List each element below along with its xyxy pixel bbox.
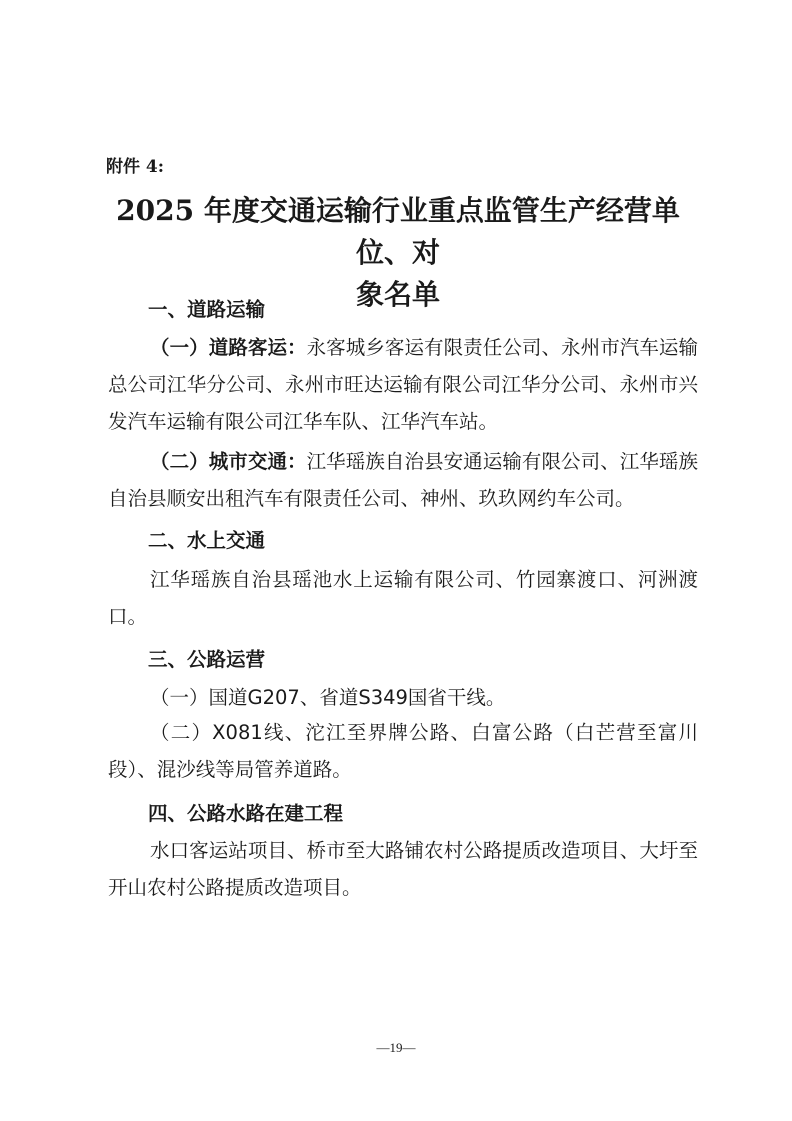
- text-urban-transport: 江华瑶族自治县安通运输有限公司、江华瑶族自治县顺安出租汽车有限责任公司、神州、玖玖网约车公司。: [108, 450, 698, 510]
- page-number: —19—: [376, 1040, 416, 1055]
- text-road-passenger: 永客城乡客运有限责任公司、永州市汽车运输总公司江华分公司、永州市旺达运输有限公司江华分公司、永州市兴发汽车运输有限公司江华车队、江华汽车站。: [108, 336, 698, 433]
- label-urban-transport: （二）城市交通：: [150, 450, 307, 473]
- section-heading-road-transport: 一、道路运输: [148, 298, 266, 321]
- paragraph-construction: 水口客运站项目、桥市至大路铺农村公路提质改造项目、大圩至开山农村公路提质改造项目。: [108, 839, 698, 899]
- attachment-label: 附件 4:: [106, 157, 165, 177]
- paragraph-water-transport: 江华瑶族自治县瑶池水上运输有限公司、竹园寨渡口、河洲渡口。: [108, 568, 698, 628]
- label-road-passenger: （一）道路客运：: [150, 336, 307, 359]
- paragraph-urban-transport: [108, 443, 698, 517]
- title-line-1: 2025 年度交通运输行业重点监管生产经营单位、对: [116, 194, 680, 269]
- section-heading-construction: 四、公路水路在建工程: [148, 802, 344, 825]
- title-line-2: 象名单: [355, 278, 440, 311]
- paragraph-road-passenger: [108, 329, 698, 440]
- section-heading-highway-operation: 三、公路运营: [148, 648, 266, 671]
- section-heading-water-transport: 二、水上交通: [148, 529, 266, 552]
- paragraph-local-roads: （二）X081线、沱江至界牌公路、白富公路（白芒营至富川段）、混沙线等局管养道路。: [108, 721, 698, 781]
- paragraph-national-roads: （一）国道G207、省道S349国省干线。: [150, 686, 506, 709]
